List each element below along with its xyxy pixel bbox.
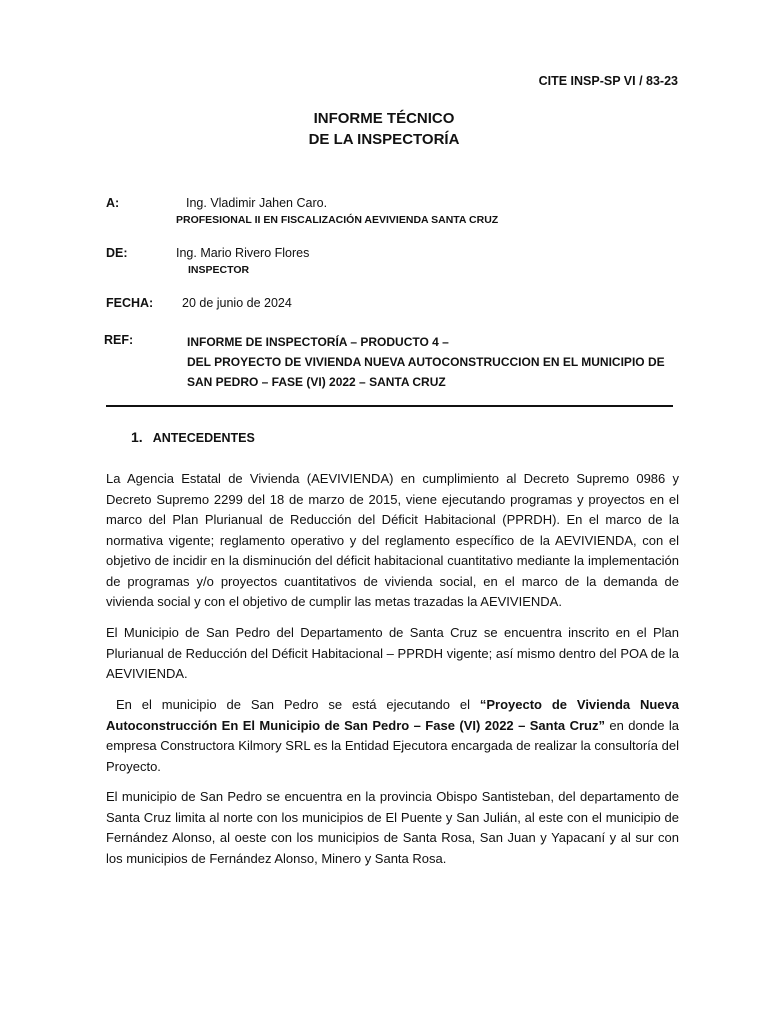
to-role: PROFESIONAL II EN FISCALIZACIÓN AEVIVIENDA SANTA CRUZ xyxy=(176,214,499,226)
from-role: INSPECTOR xyxy=(188,264,250,276)
section-number: 1. xyxy=(131,429,143,445)
from-name: Ing. Mario Rivero Flores xyxy=(176,246,310,260)
paragraph-2: El Municipio de San Pedro del Departamento de Santa Cruz se encuentra inscrito en el Plan Plurianual de Reducción del Déficit Habitacional – PPRDH vigente; así mismo dentro del POA de la AEVIVIENDA. xyxy=(106,625,679,681)
date-value: 20 de junio de 2024 xyxy=(182,296,292,310)
paragraph-1: La Agencia Estatal de Vivienda (AEVIVIENDA) en cumplimiento al Decreto Supremo 0986 y Decreto Supremo 2299 del 18 de marzo de 2015, viene ejecutando programas y proyectos en el marco del Plan Plurianual de Reducción del Déficit Habitacional (PPRDH). En el marco de la normativa vigente; reglamento operativo y del reglamento específico de la AEVIVIENDA, con el objetivo de incidir en la disminución del déficit habitacional cuantitativo mediante la implementación de programas y/o proyectos cuantitativos de vivienda social, en el marco de la demanda de vivienda social y con el objetivo de cumplir las metas trazadas la AEVIVIENDA. xyxy=(106,471,679,609)
section-title: ANTECEDENTES xyxy=(152,431,255,445)
date-label: FECHA: xyxy=(106,296,154,310)
to-name: Ing. Vladimir Jahen Caro. xyxy=(186,196,328,210)
project-name: “Proyecto de Vivienda Nueva Autoconstrucción En El Municipio de San Pedro – Fase (VI) 2022 – Santa Cruz” xyxy=(106,697,679,733)
title-line-1: INFORME TÉCNICO xyxy=(313,110,455,127)
paragraph-3-end: en donde la empresa Constructora Kilmory SRL es la Entidad Ejecutora encargada de realizar la consultoría del Proyecto. xyxy=(106,717,679,774)
from-label: DE: xyxy=(106,246,128,260)
paragraph-4: El municipio de San Pedro se encuentra en la provincia Obispo Santisteban, del departamento de Santa Cruz limita al norte con los municipios de El Puente y San Julián, al este con el municipio de Fernández Alonso, al oeste con los municipios de Santa Rosa, San Juan y Yapacaní y al sur con los municipios de Fernández Alonso, Minero y Santa Rosa. xyxy=(106,789,679,866)
ref-line-2: DEL PROYECTO DE VIVIENDA NUEVA AUTOCONSTRUCCION EN EL MUNICIPIO DE SAN PEDRO – FASE (VI) 2022 – SANTA CRUZ xyxy=(187,355,665,389)
paragraph-3-start: En el municipio de San Pedro se está ejecutando el xyxy=(116,697,480,712)
ref-line-1: INFORME DE INSPECTORÍA – PRODUCTO 4 – xyxy=(187,335,449,349)
ref-text xyxy=(187,332,687,392)
section-heading xyxy=(131,429,255,445)
document-title xyxy=(0,108,768,150)
paragraph-3 xyxy=(106,695,679,777)
cite-reference: CITE INSP-SP VI / 83-23 xyxy=(538,74,678,88)
to-label: A: xyxy=(106,196,120,210)
header-divider xyxy=(106,405,673,407)
ref-label: REF: xyxy=(104,333,134,347)
title-line-2: DE LA INSPECTORÍA xyxy=(308,131,460,148)
